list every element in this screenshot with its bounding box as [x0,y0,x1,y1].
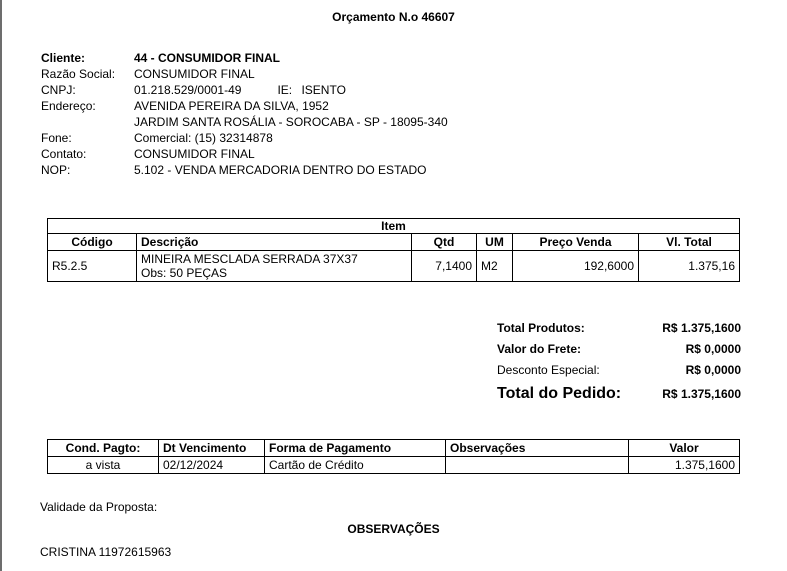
razao-value: CONSUMIDOR FINAL [134,67,255,81]
items-group-header-row [48,219,740,234]
cell-total: 1.375,16 [639,251,740,282]
cell-forma: Cartão de Crédito [265,457,446,474]
client-row-cliente [41,50,448,66]
endereco-label: Endereço: [41,99,96,113]
items-header-row [48,234,740,251]
items-table [47,218,740,282]
cliente-label: Cliente: [41,51,86,65]
cell-obs [446,457,629,474]
desconto-row [497,360,741,381]
client-row-endereco [41,98,448,114]
payments-table [47,439,740,474]
cnpj-label: CNPJ: [41,83,76,97]
totals-block [497,318,741,407]
cnpj-value: 01.218.529/0001-49 [134,83,242,97]
observacoes-title: OBSERVAÇÕES [347,522,440,536]
cell-vencimento: 02/12/2024 [159,457,265,474]
ie-group [277,82,345,98]
cell-cond: a vista [48,457,159,474]
total-produtos-row [497,318,741,339]
valor-frete-value: R$ 0,0000 [685,342,741,356]
col-header-descricao: Descrição [137,234,412,251]
validade-label: Validade da Proposta: [40,500,158,514]
col-header-valor: Valor [629,440,740,457]
col-header-preco: Preço Venda [513,234,639,251]
client-row-endereco2 [41,114,448,130]
col-header-codigo: Código [48,234,137,251]
col-header-observacoes: Observações [446,440,629,457]
col-header-total: Vl. Total [639,234,740,251]
item-obs: Obs: 50 PEÇAS [141,266,228,280]
fone-value: Comercial: (15) 32314878 [134,131,273,145]
ie-value: ISENTO [301,83,346,97]
document-title: Orçamento N.o 46607 [332,10,455,24]
cell-um: M2 [477,251,513,282]
cell-valor: 1.375,1600 [629,457,740,474]
total-produtos-value: R$ 1.375,1600 [662,321,741,335]
col-header-forma: Forma de Pagamento [265,440,446,457]
client-info-block [41,50,448,178]
client-row-cnpj [41,82,448,98]
nop-value: 5.102 - VENDA MERCADORIA DENTRO DO ESTADO [134,163,427,177]
observacoes-text: CRISTINA 11972615963 [40,545,172,559]
items-group-header: Item [48,219,740,234]
col-header-vencimento: Dt Vencimento [159,440,265,457]
cell-codigo: R5.2.5 [48,251,137,282]
total-pedido-row [497,381,741,407]
client-row-fone [41,130,448,146]
ie-label: IE: [277,83,293,97]
total-pedido-value: R$ 1.375,1600 [662,387,741,401]
client-row-nop [41,162,448,178]
cell-descricao [137,251,412,282]
razao-label: Razão Social: [41,67,116,81]
page-left-border [0,0,2,571]
cliente-value: 44 - CONSUMIDOR FINAL [134,51,281,65]
client-row-razao [41,66,448,82]
cell-preco: 192,6000 [513,251,639,282]
table-row [48,251,740,282]
endereco-line1: AVENIDA PEREIRA DA SILVA, 1952 [134,99,329,113]
total-pedido-label: Total do Pedido: [497,385,622,402]
client-row-contato [41,146,448,162]
col-header-cond: Cond. Pagto: [48,440,159,457]
valor-frete-label: Valor do Frete: [497,342,582,356]
col-header-um: UM [477,234,513,251]
desconto-label: Desconto Especial: [497,363,600,377]
fone-label: Fone: [41,131,72,145]
payments-header-row [48,440,740,457]
total-produtos-label: Total Produtos: [497,321,585,335]
contato-value: CONSUMIDOR FINAL [134,147,255,161]
nop-label: NOP: [41,163,71,177]
col-header-qtd: Qtd [412,234,477,251]
item-description: MINEIRA MESCLADA SERRADA 37X37 [141,252,358,266]
endereco-line2: JARDIM SANTA ROSÁLIA - SOROCABA - SP - 18095-340 [134,115,448,129]
table-row [48,457,740,474]
valor-frete-row [497,339,741,360]
contato-label: Contato: [41,147,87,161]
cell-qtd: 7,1400 [412,251,477,282]
desconto-value: R$ 0,0000 [685,363,741,377]
